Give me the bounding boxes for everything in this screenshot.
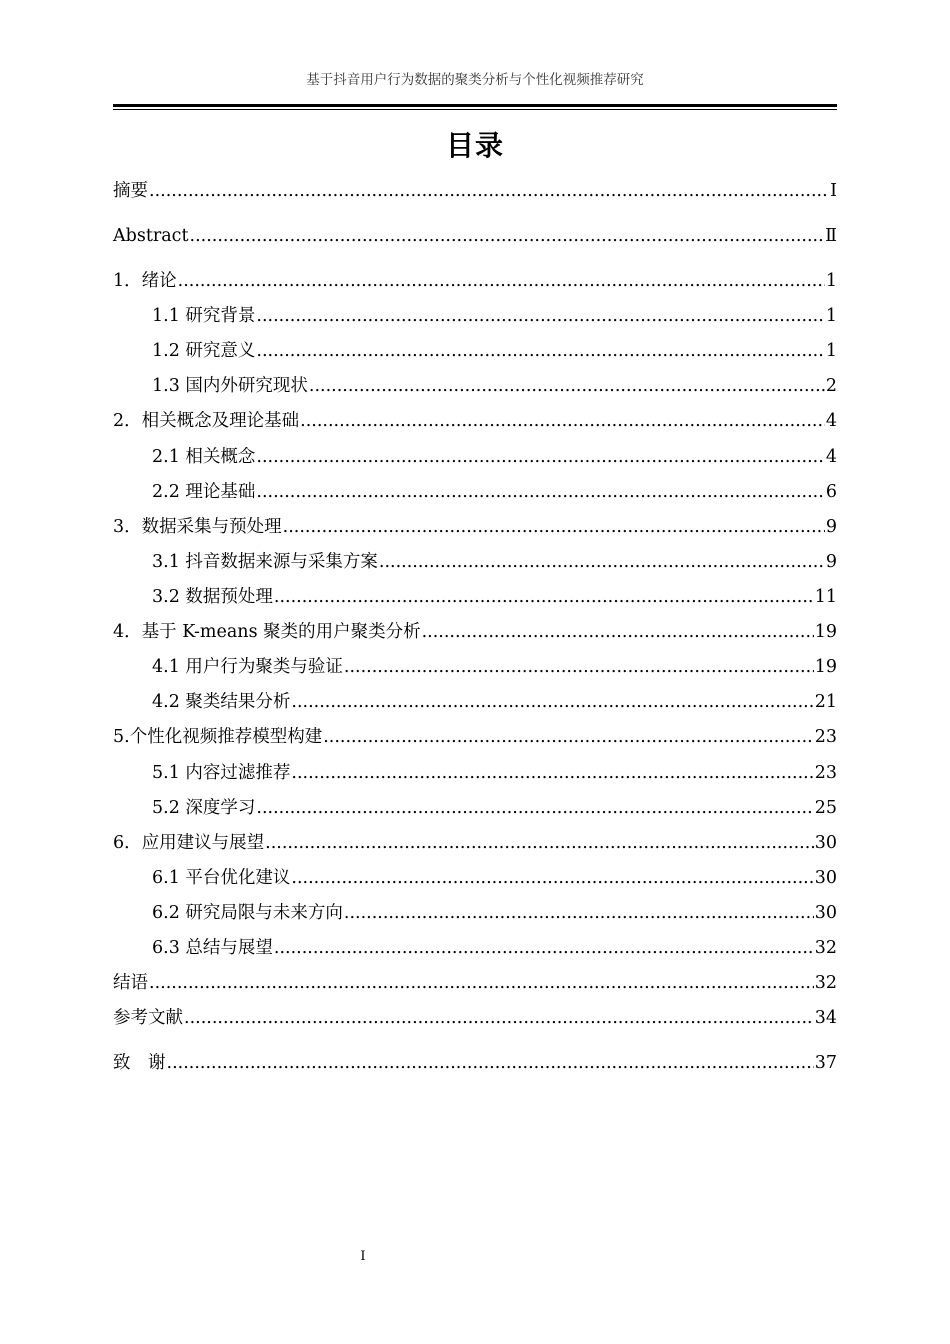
header-rule-thin bbox=[113, 109, 837, 110]
toc-leader-dots bbox=[283, 516, 825, 538]
toc-entry-label: 2.2 理论基础 bbox=[152, 482, 256, 502]
toc-entry-page: 34 bbox=[814, 1008, 837, 1028]
toc-entry-label: 4．基于 K-means 聚类的用户聚类分析 bbox=[113, 622, 421, 642]
toc-entry-label: 3.1 抖音数据来源与采集方案 bbox=[152, 552, 378, 572]
running-header: 基于抖音用户行为数据的聚类分析与个性化视频推荐研究 bbox=[306, 72, 644, 88]
toc-leader-dots bbox=[274, 937, 814, 959]
toc-entry-page: 25 bbox=[814, 798, 837, 818]
toc-entry-acknowledgements[interactable] bbox=[113, 1050, 837, 1074]
toc-leader-dots bbox=[178, 270, 825, 292]
toc-entry-page: 19 bbox=[814, 622, 837, 642]
toc-leader-dots bbox=[256, 340, 824, 362]
toc-entry-label: 2.1 相关概念 bbox=[152, 447, 256, 467]
toc-leader-dots bbox=[184, 1007, 814, 1029]
header-rule-thick bbox=[113, 104, 837, 107]
toc-entry-page: 9 bbox=[825, 552, 837, 572]
toc-entry-label: 5.1 内容过滤推荐 bbox=[152, 763, 291, 783]
toc-entry-section-1-2[interactable] bbox=[152, 338, 837, 362]
toc-entry-chapter-6[interactable] bbox=[113, 830, 837, 854]
toc-entry-page: 11 bbox=[814, 587, 837, 607]
toc-entry-label: 1.3 国内外研究现状 bbox=[152, 376, 308, 396]
toc-entry-chapter-4[interactable] bbox=[113, 619, 837, 643]
toc-leader-dots bbox=[344, 902, 814, 924]
toc-title: 目录 bbox=[445, 129, 504, 162]
toc-entry-page: 32 bbox=[814, 938, 837, 958]
toc-entry-page: 4 bbox=[825, 411, 837, 431]
toc-entry-page: 9 bbox=[825, 517, 837, 537]
toc-entry-section-4-2[interactable] bbox=[152, 689, 837, 713]
toc-entry-conclusion[interactable] bbox=[113, 970, 837, 994]
toc-entry-section-5-2[interactable] bbox=[152, 795, 837, 819]
toc-entry-label: 摘要 bbox=[113, 181, 148, 201]
toc-entry-section-6-3[interactable] bbox=[152, 935, 837, 959]
toc-leader-dots bbox=[379, 551, 825, 573]
toc-leader-dots bbox=[149, 180, 829, 202]
toc-leader-dots bbox=[190, 225, 825, 247]
toc-entry-label: 4.2 聚类结果分析 bbox=[152, 692, 291, 712]
toc-entry-page: 2 bbox=[825, 376, 837, 396]
toc-entry-label: 1.1 研究背景 bbox=[152, 306, 256, 326]
toc-entry-label: 致 谢 bbox=[113, 1053, 166, 1073]
toc-entry-label: 6.3 总结与展望 bbox=[152, 938, 273, 958]
toc-entry-page: 23 bbox=[814, 763, 837, 783]
toc-entry-page: Ⅱ bbox=[825, 226, 837, 246]
toc-entry-abstract-cn[interactable] bbox=[113, 178, 837, 202]
toc-entry-page: 1 bbox=[825, 271, 837, 291]
toc-leader-dots bbox=[149, 972, 814, 994]
toc-entry-page: 19 bbox=[814, 657, 837, 677]
toc-entry-label: Abstract bbox=[113, 226, 189, 246]
toc-leader-dots bbox=[274, 586, 814, 608]
toc-entry-section-2-2[interactable] bbox=[152, 479, 837, 503]
toc-entry-page: 30 bbox=[814, 833, 837, 853]
toc-entry-page: 32 bbox=[814, 973, 837, 993]
toc-entry-label: 参考文献 bbox=[113, 1008, 183, 1028]
toc-entry-page: 21 bbox=[814, 692, 837, 712]
toc-entry-section-2-1[interactable] bbox=[152, 444, 837, 468]
toc-leader-dots bbox=[256, 446, 824, 468]
toc-entry-label: 6.2 研究局限与未来方向 bbox=[152, 903, 343, 923]
toc-entry-label: 5.个性化视频推荐模型构建 bbox=[113, 727, 323, 747]
toc-leader-dots bbox=[256, 797, 813, 819]
toc-leader-dots bbox=[291, 691, 813, 713]
toc-leader-dots bbox=[309, 375, 825, 397]
toc-leader-dots bbox=[300, 410, 825, 432]
toc-leader-dots bbox=[167, 1052, 814, 1074]
toc-leader-dots bbox=[256, 481, 824, 503]
toc-entry-label: 2．相关概念及理论基础 bbox=[113, 411, 300, 431]
toc-entry-page: 1 bbox=[825, 306, 837, 326]
toc-leader-dots bbox=[291, 762, 813, 784]
toc-leader-dots bbox=[422, 621, 814, 643]
toc-entry-section-6-2[interactable] bbox=[152, 900, 837, 924]
toc-entry-label: 结语 bbox=[113, 973, 148, 993]
toc-entry-chapter-1[interactable] bbox=[113, 268, 837, 292]
toc-entry-section-3-1[interactable] bbox=[152, 549, 837, 573]
toc-leader-dots bbox=[256, 305, 824, 327]
toc-entry-page: 23 bbox=[814, 727, 837, 747]
toc-entry-references[interactable] bbox=[113, 1005, 837, 1029]
toc-entry-label: 1.2 研究意义 bbox=[152, 341, 256, 361]
toc-entry-label: 6.1 平台优化建议 bbox=[152, 868, 291, 888]
toc-entry-page: 1 bbox=[825, 341, 837, 361]
toc-entry-label: 3.2 数据预处理 bbox=[152, 587, 273, 607]
toc-entry-page: 4 bbox=[825, 447, 837, 467]
toc-entry-section-5-1[interactable] bbox=[152, 760, 837, 784]
toc-entry-label: 4.1 用户行为聚类与验证 bbox=[152, 657, 343, 677]
toc-leader-dots bbox=[265, 832, 814, 854]
toc-entry-label: 1．绪论 bbox=[113, 271, 177, 291]
toc-entry-label: 3．数据采集与预处理 bbox=[113, 517, 282, 537]
toc-leader-dots bbox=[344, 656, 814, 678]
toc-entry-label: 5.2 深度学习 bbox=[152, 798, 256, 818]
toc-entry-page: 30 bbox=[814, 868, 837, 888]
page-number: I bbox=[360, 1249, 366, 1264]
toc-entry-abstract-en[interactable] bbox=[113, 223, 837, 247]
toc-entry-chapter-3[interactable] bbox=[113, 514, 837, 538]
toc-entry-section-3-2[interactable] bbox=[152, 584, 837, 608]
toc-entry-section-1-3[interactable] bbox=[152, 373, 837, 397]
toc-entry-page: 30 bbox=[814, 903, 837, 923]
toc-entry-section-4-1[interactable] bbox=[152, 654, 837, 678]
toc-entry-page: 37 bbox=[814, 1053, 837, 1073]
toc-leader-dots bbox=[291, 867, 813, 889]
toc-leader-dots bbox=[323, 726, 814, 748]
toc-entry-section-6-1[interactable] bbox=[152, 865, 837, 889]
toc-entry-chapter-5[interactable] bbox=[113, 724, 837, 748]
toc-entry-page: 6 bbox=[825, 482, 837, 502]
toc-entry-chapter-2[interactable] bbox=[113, 408, 837, 432]
toc-entry-page: I bbox=[830, 181, 837, 201]
toc-entry-section-1-1[interactable] bbox=[152, 303, 837, 327]
toc-entry-label: 6．应用建议与展望 bbox=[113, 833, 265, 853]
